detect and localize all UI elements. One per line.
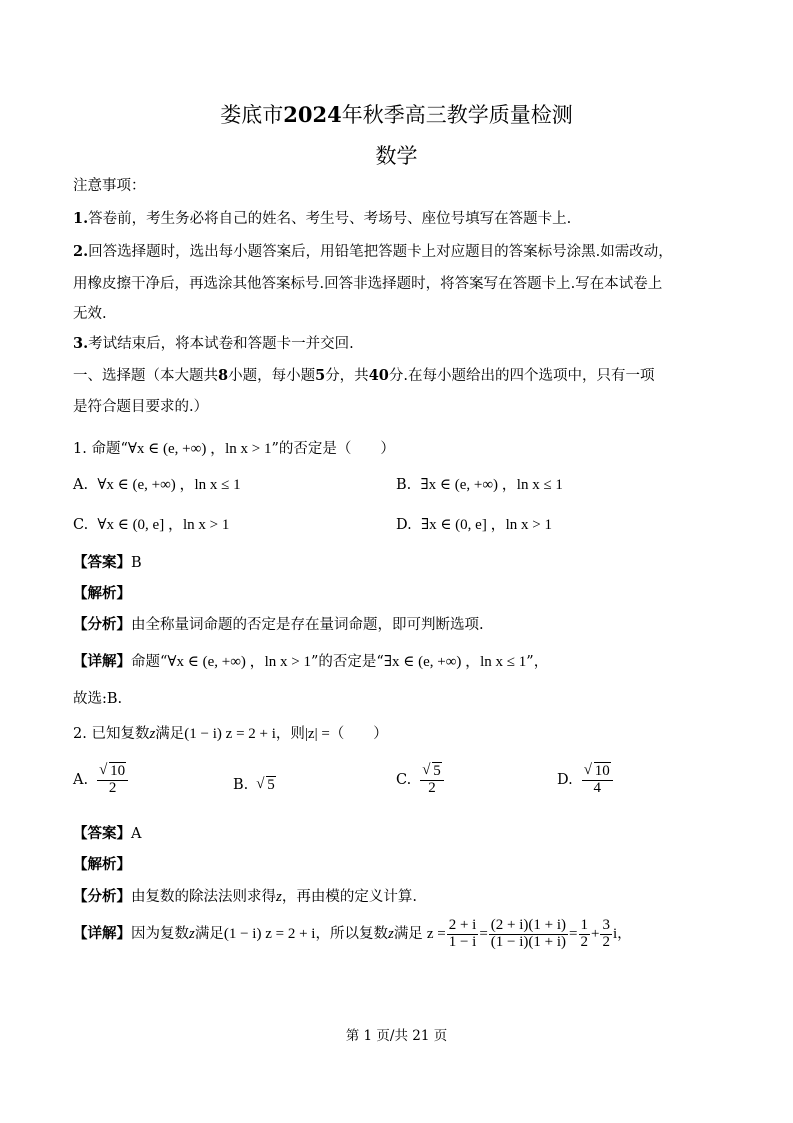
q2-detail-c: ，所以复数 [315, 926, 388, 943]
q2-stem-d: （ ） [329, 726, 388, 742]
q1-stem-b: ”的否定是（ ） [271, 441, 395, 457]
section-intro-line2: 是符合题目要求的.） [73, 399, 209, 415]
notice-item-1 [73, 209, 571, 229]
q1-detail-math2: ∃x ∈ (e, +∞) ，ln x ≤ 1 [383, 654, 527, 670]
notice-item-2-number: 2. [73, 243, 89, 260]
q1-option-b [396, 475, 563, 495]
q2-answer [73, 824, 141, 844]
section-intro-d: 分.在每小题给出的四个选项中，只有一项 [388, 368, 655, 384]
q2-fenxi-tag: 【分析】 [73, 888, 131, 905]
q2-frac3-numerator: 1 [580, 917, 588, 933]
q2-option-a-numerator: 10 [110, 763, 126, 779]
q2-detail-tag: 【详解】 [73, 925, 131, 943]
q1-answer-tag: 【答案】 [73, 554, 131, 571]
q1-detail-tag: 【详解】 [73, 653, 131, 670]
q1-detail-c: ”， [526, 654, 549, 670]
q2-stem-a: 2. 已知复数 [73, 726, 150, 742]
page-footer: 第 1 页/共 21 页 [345, 1028, 448, 1044]
q2-option-b [233, 775, 276, 795]
q2-option-d-label: D. [557, 772, 573, 789]
q1-option-c [73, 515, 229, 535]
q2-detail-fraction-1 [447, 918, 479, 951]
title-suffix: 年秋季高三教学质量检测 [341, 103, 573, 127]
q2-detail-fraction-4 [600, 918, 612, 951]
q2-detail-fraction-2 [489, 918, 568, 951]
section-intro-c: 分，共 [325, 368, 369, 384]
q1-fenxi [73, 615, 484, 635]
q1-detail [73, 652, 548, 672]
notice-item-1-text: 答卷前，考生务必将自己的姓名、考生号、考场号、座位号填写在答题卡上. [88, 211, 572, 227]
q2-fenxi-var: z [276, 889, 282, 905]
q2-option-a-fraction [97, 764, 128, 797]
q1-answer [73, 553, 142, 573]
q2-detail [73, 918, 632, 951]
q2-option-c-label: C. [396, 772, 412, 789]
q2-detail-eq-sign-2: = [569, 926, 578, 943]
section-count: 8 [218, 367, 229, 384]
q2-detail-eq: (1 − i) z = 2 + i [223, 926, 316, 943]
q2-option-c-denominator: 2 [428, 779, 436, 796]
q1-fenxi-text: 由全称量词命题的否定是存在量词命题，即可判断选项. [131, 617, 484, 633]
q2-option-b-label: B. [233, 777, 249, 793]
q2-frac4-numerator: 3 [602, 917, 610, 933]
q2-option-a [73, 764, 129, 797]
q2-option-d-numerator: 10 [594, 763, 610, 779]
q2-option-d-fraction [582, 764, 613, 797]
q2-stem-b: 满足 [155, 726, 185, 742]
section-points-total: 40 [368, 367, 389, 384]
q2-stem [73, 724, 388, 744]
q2-option-c [396, 764, 445, 797]
q1-option-a-math: ∀x ∈ (e, +∞) ，ln x ≤ 1 [97, 477, 241, 493]
q1-option-d [396, 515, 552, 535]
q2-answer-value: A [131, 826, 142, 842]
q2-frac2-numerator: (2 + i)(1 + i) [490, 917, 567, 933]
section-intro-line1 [73, 366, 654, 386]
q1-option-d-label: D. [396, 517, 412, 533]
notice-item-2-line2: 用橡皮擦干净后，再选涂其他答案标号.回答非选择题时，将答案写在答题卡上.写在本试卷上 [73, 276, 663, 292]
q2-frac1-numerator: 2 + i [448, 917, 477, 933]
q2-analysis-tag: 【解析】 [73, 856, 131, 873]
subject-title: 数学 [375, 144, 418, 168]
q1-option-b-math: ∃x ∈ (e, +∞) ，ln x ≤ 1 [420, 477, 563, 493]
q1-conclusion: 故选:B. [73, 691, 123, 707]
q2-fenxi-a: 由复数的除法法则求得 [131, 889, 276, 905]
q1-detail-a: 命题“ [131, 654, 168, 670]
q1-option-c-label: C. [73, 517, 89, 533]
q2-detail-tail: ， [617, 926, 632, 943]
q2-option-c-numerator: 5 [433, 763, 441, 779]
q2-detail-eq-sign-1: = [479, 926, 488, 943]
q2-frac4-denominator: 2 [602, 933, 610, 950]
q2-stem-c: ，则 [275, 726, 305, 742]
q2-option-a-denominator: 2 [108, 779, 117, 796]
q1-option-c-math: ∀x ∈ (0, e] ，ln x > 1 [97, 517, 230, 533]
q2-stem-var: z [149, 726, 156, 742]
q1-stem [73, 439, 395, 459]
notice-item-2-text1: 回答选择题时，选出每小题答案后，用铅笔把答题卡上对应题目的答案标号涂黑.如需改动， [88, 244, 673, 260]
q2-detail-a: 因为复数 [131, 926, 189, 943]
notice-item-3-text: 考试结束后，将本试卷和答题卡一并交回. [88, 336, 354, 352]
title-year: 2024 [283, 102, 342, 127]
q2-frac3-denominator: 2 [580, 933, 588, 950]
q2-option-d-denominator: 4 [593, 779, 601, 796]
q2-option-c-fraction [420, 764, 444, 797]
q2-option-d [557, 764, 614, 797]
q1-fenxi-tag: 【分析】 [73, 616, 131, 633]
notice-item-2-line3: 无效. [73, 306, 107, 322]
notice-item-2-line1 [73, 242, 673, 262]
q1-stem-math: ∀x ∈ (e, +∞) ，ln x > 1 [127, 441, 272, 457]
q2-fenxi [73, 887, 417, 907]
q1-option-b-label: B. [396, 477, 412, 493]
notice-item-3-number: 3. [73, 335, 89, 352]
q2-stem-abs: |z| = [304, 726, 330, 742]
q2-detail-var2: z [387, 926, 394, 943]
q1-option-d-math: ∃x ∈ (0, e] ，ln x > 1 [420, 517, 552, 533]
q2-detail-lhs: z = [426, 926, 446, 943]
q2-detail-plus: + [591, 926, 600, 943]
q1-option-a [73, 475, 241, 495]
q1-stem-a: 1. 命题“ [73, 441, 128, 457]
q2-detail-b: 满足 [194, 926, 224, 943]
q2-frac2-denominator: (1 − i)(1 + i) [490, 933, 567, 950]
title-prefix: 娄底市 [220, 103, 284, 127]
notice-item-3 [73, 334, 354, 354]
q2-detail-d: 满足 [393, 926, 423, 943]
notice-heading: 注意事项： [73, 178, 146, 194]
notice-item-1-number: 1. [73, 210, 89, 227]
q1-detail-math1: ∀x ∈ (e, +∞) ，ln x > 1 [167, 654, 312, 670]
section-intro-b: 小题，每小题 [228, 368, 316, 384]
section-points-each: 5 [315, 367, 326, 384]
q1-option-a-label: A. [73, 477, 89, 493]
q2-option-b-radicand: 5 [267, 777, 275, 793]
q2-option-a-label: A. [73, 772, 89, 789]
q2-detail-var1: z [189, 926, 195, 943]
q2-stem-eq: (1 − i) z = 2 + i [184, 726, 276, 742]
q2-answer-tag: 【答案】 [73, 825, 131, 842]
q2-frac1-denominator: 1 − i [448, 933, 477, 950]
q2-detail-imag: i [612, 926, 618, 943]
section-intro-a: 一、选择题（本大题共 [73, 368, 218, 384]
q2-detail-fraction-3 [579, 918, 591, 951]
q1-detail-b: ”的否定是“ [311, 654, 384, 670]
q1-analysis-tag: 【解析】 [73, 585, 131, 602]
q2-fenxi-b: ，再由模的定义计算. [281, 889, 417, 905]
exam-title [0, 99, 793, 129]
q1-answer-value: B [131, 555, 142, 571]
